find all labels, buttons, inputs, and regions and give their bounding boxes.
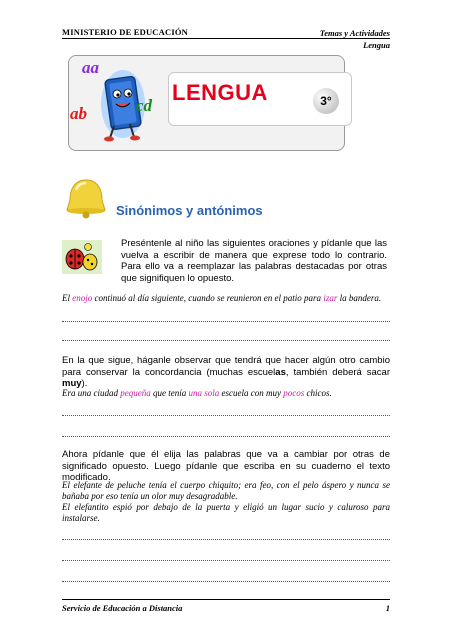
sentence-2: Era una ciudad pequeña que tenía una sola escuela con muy pocos chicos.: [62, 388, 332, 398]
bell-icon: [62, 176, 110, 220]
intro-paragraph: Preséntenle al niño las siguientes oraciones y pídanle que las vuelva a escribir de manera que exprese todo lo contrario. Para ello va a reemplazar las palabras destacadas por otras que signifiquen lo opuesto.: [121, 238, 387, 284]
header-subject-line1: Temas y Actividades: [319, 28, 390, 38]
footer-divider: [62, 599, 390, 600]
answer-line: [62, 340, 390, 341]
instruction-2: En la que sigue, háganle observar que tendrá que hacer algún otro cambio para conservar la concordancia (muchas escuelas, también deberá sacar muy).: [62, 355, 390, 389]
header-ministry: MINISTERIO DE EDUCACIÓN: [62, 27, 188, 37]
answer-line: [62, 436, 390, 437]
answer-line: [62, 539, 390, 540]
header-subject-line2: Lengua: [363, 40, 390, 50]
ladybugs-icon: [62, 240, 102, 274]
header-subject: [320, 27, 390, 51]
logo-letters-top: aa: [82, 58, 99, 77]
sentence-1: El enojo continuó al día siguiente, cuando se reunieron en el patio para izar la bandera.: [62, 293, 382, 303]
logo-letters-right: cd: [136, 96, 153, 115]
answer-line: [62, 581, 390, 582]
footer-service: Servicio de Educación a Distancia: [62, 603, 183, 613]
answer-line: [62, 560, 390, 561]
highlight-word: una sola: [188, 388, 220, 398]
instruction-3: Ahora pídanle que él elija las palabras que va a cambiar por otras de significado opuesto. Luego pídanle que escriba en su cuaderno el texto modificado.: [62, 449, 390, 483]
highlight-word: izar: [323, 293, 338, 303]
answer-line: [62, 321, 390, 322]
text-elephant-1: El elefante de peluche tenía el cuerpo chiquito; era feo, con el pelo áspero y nunca se bañaba por eso tenía un olor muy desagradable.: [62, 480, 390, 501]
logo-letters-left: ab: [70, 104, 87, 123]
grade-badge: 3°: [313, 88, 339, 114]
page-title: LENGUA: [172, 80, 268, 105]
section-title: Sinónimos y antónimos: [116, 203, 263, 218]
header-divider: [62, 38, 390, 39]
highlight-word: enojo: [72, 293, 93, 303]
text-elephant-2: El elefantito espió por debajo de la puerta y eligió un lugar sucio y caluroso para instalarse.: [62, 502, 390, 523]
highlight-word: pocos: [283, 388, 305, 398]
highlight-word: pequeña: [120, 388, 151, 398]
page-number: 1: [385, 603, 390, 613]
answer-line: [62, 415, 390, 416]
